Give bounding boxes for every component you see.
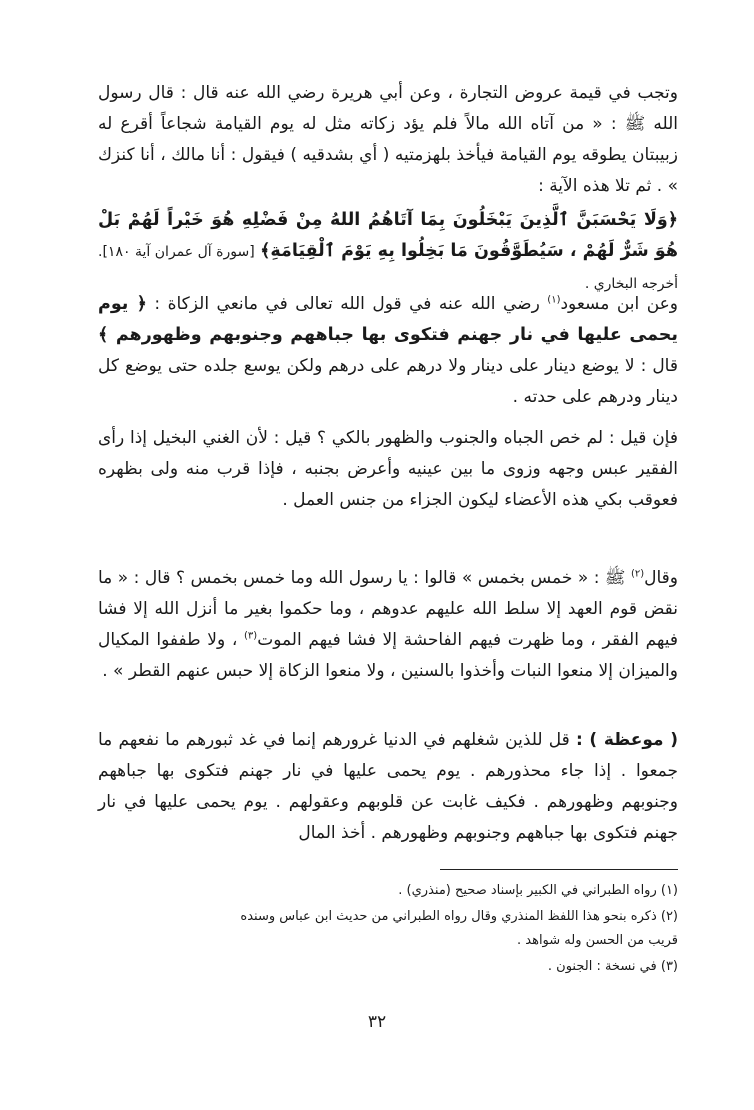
paragraph-admonition bbox=[98, 725, 678, 849]
paragraph-text: قل للذين شغلهم في الدنيا غرورهم إنما في غد ثبورهم ما نفعهم ما جمعوا . إذا جاء محذورهم . يوم يحمى عليها في نار جهنم فتكوى بها جباههم وجنوبهم وظهورهم . فكيف غابت عن قلوبهم وعقولهم . يوم يحمى عليها في نار جهنم فتكوى بها جباههم وجنوبهم وظهورهم . أخذ المال bbox=[98, 730, 678, 843]
footnote-text: (١) رواه الطبراني في الكبير بإسناد صحيح (منذري) . bbox=[398, 883, 678, 898]
footnote-3 bbox=[98, 956, 678, 978]
verse-reference: [سورة آل عمران آية ١٨٠]. أخرجه البخاري . bbox=[98, 244, 678, 292]
page-number: ٣٢ bbox=[367, 1012, 387, 1032]
footnote-divider bbox=[440, 869, 678, 870]
paragraph-explanation bbox=[98, 423, 678, 516]
admonition-label: ( موعظة ) : bbox=[575, 730, 678, 750]
paragraph-verse bbox=[98, 205, 678, 300]
paragraph-ibn-masud bbox=[98, 289, 678, 413]
paragraph-text-tail: قال : لا يوضع دينار على دينار ولا درهم على درهم ولكن يوسع جلده حتى يوضع كل دينار ودرهم على حدته . bbox=[98, 356, 678, 407]
paragraph-text: وتجب في قيمة عروض التجارة ، وعن أبي هريرة رضي الله عنه قال : قال رسول الله ﷺ : « من آتاه الله مالاً فلم يؤد زكاته مثل له يوم القيامة شجاعاً أقرع له زبيبتان يطوقه يوم القيامة فيأخذ بلهزمتيه ( أي بشدقيه ) فيقول : أنا مالك ، أنا كنزك » . ثم تلا هذه الآية : bbox=[98, 83, 678, 196]
quran-verse: ﴿وَلَا يَحْسَبَنَّ ٱلَّذِينَ يَبْخَلُونَ بِمَا آتَاهُمُ اللهُ مِنْ فَضْلِهِ هُوَ خَيْراً لَهُمْ بَلْ هُوَ شَرٌّ لَهُمْ ، سَيُطَوَّقُونَ مَا بَخِلُوا بِهِ يَوْمَ ٱلْقِيَامَةِ﴾ bbox=[98, 210, 678, 261]
paragraph-text: فإن قيل : لم خص الجباه والجنوب والظهور بالكي ؟ قيل : لأن الغني البخيل إذا رأى الفقير عبس وجهه وزوى ما بين عينيه وأعرض بجنبه ، فإذا قرب منه ولى بظهره فعوقب بكي هذه الأعضاء ليكون الجزاء من جنس العمل . bbox=[98, 428, 678, 510]
footnote-2-continuation bbox=[98, 930, 702, 952]
footnote-text: (٣) في نسخة : الجنون . bbox=[547, 959, 678, 974]
paragraph-zakat-hadith bbox=[98, 78, 678, 202]
footnote-2 bbox=[98, 906, 678, 928]
paragraph-text-mid: ﷺ : « خمس بخمس » قالوا : يا رسول الله وما خمس بخمس ؟ قال : « ما نقض قوم العهد إلا سلط الله عليهم عدوهم ، وما حكموا بغير ما أنزل الله إلا فشا فيهم الفقر ، وما ظهرت فيهم الفاحشة إلا فشا فيهم الموت bbox=[98, 568, 678, 650]
footnote-marker-1: (١) bbox=[547, 294, 561, 306]
paragraph-text-rest: رضي الله عنه في قول الله تعالى في مانعي الزكاة : bbox=[154, 294, 548, 314]
paragraph-text-end: ، ولا طففوا المكيال والميزان إلا منعوا النبات وأخذوا بالسنين ، ولا منعوا الزكاة إلا حبس عنهم القطر » . bbox=[98, 630, 678, 681]
paragraph-five-for-five bbox=[98, 563, 678, 687]
paragraph-text-start: وعن ابن مسعود bbox=[560, 294, 679, 314]
paragraph-text-start: وقال bbox=[644, 568, 678, 588]
footnote-text: (٢) ذكره بنحو هذا اللفظ المنذري وقال رواه الطبراني من حديث ابن عباس وسنده bbox=[240, 909, 678, 924]
footnote-1 bbox=[98, 880, 678, 902]
footnote-text: قريب من الحسن وله شواهد . bbox=[517, 933, 678, 948]
footnote-marker-2: (٢) bbox=[630, 568, 645, 580]
quran-verse: ﴿ يوم يحمى عليها في نار جهنم فتكوى بها جباههم وجنوبهم وظهورهم ﴾ bbox=[98, 294, 678, 345]
footnote-marker-3: (٣) bbox=[244, 630, 258, 642]
